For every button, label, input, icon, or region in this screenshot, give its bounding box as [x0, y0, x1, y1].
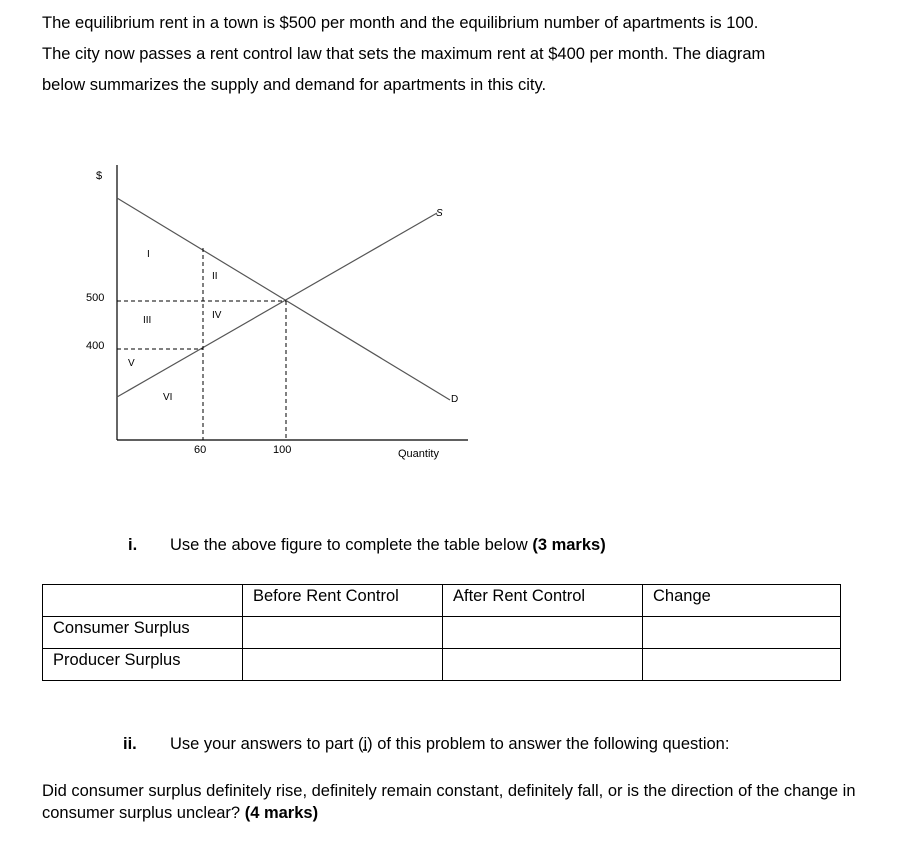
- cell-consumer-after[interactable]: [443, 617, 643, 649]
- table-row: [43, 617, 841, 649]
- row-label-producer-surplus: Producer Surplus: [43, 649, 243, 681]
- surplus-table: [42, 584, 841, 681]
- region-label-iv: IV: [212, 310, 222, 321]
- cell-producer-change[interactable]: [643, 649, 841, 681]
- cell-producer-after[interactable]: [443, 649, 643, 681]
- cell-consumer-before[interactable]: [243, 617, 443, 649]
- question-i-text: Use the above figure to complete the table below: [170, 536, 528, 554]
- row-label-consumer-surplus: Consumer Surplus: [43, 617, 243, 649]
- cell-consumer-change[interactable]: [643, 617, 841, 649]
- region-label-ii: II: [212, 271, 218, 282]
- y-tick-500: 500: [86, 292, 105, 304]
- cell-producer-before[interactable]: [243, 649, 443, 681]
- demand-curve: [117, 198, 450, 400]
- supply-curve: [117, 213, 437, 397]
- x-tick-60: 60: [194, 444, 207, 456]
- question-ii-text-after: ) of this problem to answer the following question:: [367, 735, 730, 753]
- final-question-marks: (4 marks): [244, 804, 319, 822]
- supply-label: S: [436, 208, 443, 219]
- question-ii-part-ref: i: [363, 735, 368, 753]
- intro-paragraph: [42, 8, 872, 101]
- y-tick-400: 400: [86, 340, 105, 352]
- table-header-change: Change: [643, 585, 841, 617]
- y-axis-label: $: [96, 170, 103, 182]
- region-label-i: I: [147, 249, 150, 260]
- intro-line-3: below summarizes the supply and demand for apartments in this city.: [42, 76, 547, 94]
- region-label-v: V: [128, 358, 135, 369]
- x-tick-100: 100: [273, 444, 292, 456]
- question-i-marks: (3 marks): [532, 536, 606, 554]
- region-label-iii: III: [143, 315, 152, 326]
- question-i-text-wrap: [170, 536, 606, 555]
- region-label-vi: VI: [163, 392, 173, 403]
- final-question-text: Did consumer surplus definitely rise, definitely remain constant, definitely fall, or is the direction of the change in consumer surplus unclear?: [42, 782, 856, 822]
- supply-demand-diagram: [0, 160, 520, 470]
- table-header-after: After Rent Control: [443, 585, 643, 617]
- table-header-before: Before Rent Control: [243, 585, 443, 617]
- x-axis-label: Quantity: [398, 448, 439, 460]
- question-ii-text-wrap: [170, 735, 729, 754]
- table-header-blank: [43, 585, 243, 617]
- demand-label: D: [451, 394, 459, 405]
- question-i-number: i.: [128, 536, 138, 554]
- table-row: [43, 649, 841, 681]
- final-question: [42, 780, 872, 824]
- intro-line-1: The equilibrium rent in a town is $500 per month and the equilibrium number of apartments is 100.: [42, 14, 759, 32]
- intro-line-2: The city now passes a rent control law that sets the maximum rent at $400 per month. The diagram: [42, 45, 766, 63]
- question-ii-number: ii.: [123, 735, 137, 753]
- question-ii-text-before: Use your answers to part (: [170, 735, 364, 753]
- table-header-row: [43, 585, 841, 617]
